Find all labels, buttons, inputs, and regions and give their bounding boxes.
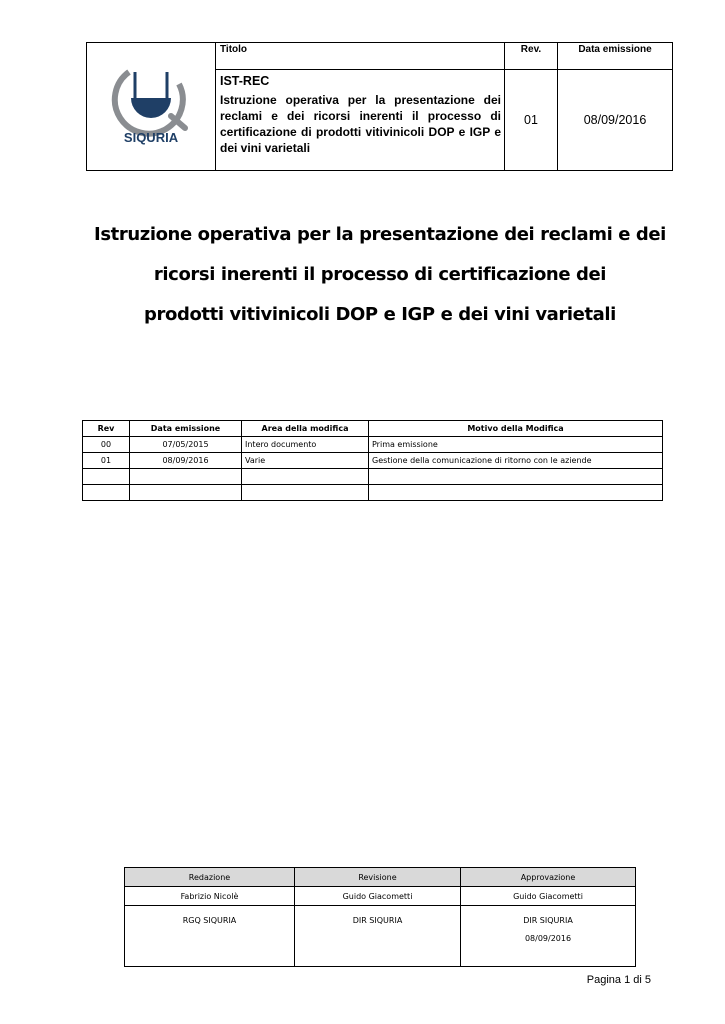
- table-cell: [83, 485, 130, 501]
- signer-name: Guido Giacometti: [295, 887, 461, 906]
- column-header: Redazione: [125, 868, 295, 887]
- table-row: [83, 437, 663, 453]
- column-date-label: Data emissione: [558, 43, 673, 70]
- signatures-names-row: [125, 887, 636, 906]
- table-cell: [242, 469, 369, 485]
- siquria-logo: [101, 54, 201, 154]
- table-cell: 00: [83, 437, 130, 453]
- signer-name: Guido Giacometti: [461, 887, 636, 906]
- document-header-table: [86, 42, 673, 171]
- column-title-label: Titolo: [216, 43, 505, 70]
- column-rev-label: Rev.: [505, 43, 558, 70]
- title-line: Istruzione operativa per la presentazione dei reclami e dei: [94, 224, 666, 245]
- table-cell: [130, 469, 242, 485]
- table-cell: Gestione della comunicazione di ritorno con le aziende: [369, 453, 663, 469]
- approval-date: 08/09/2016: [524, 934, 572, 943]
- table-cell: Varie: [242, 453, 369, 469]
- column-header: Approvazione: [461, 868, 636, 887]
- document-code: IST-REC: [220, 74, 270, 88]
- logo-wordmark: SIQURIA: [123, 130, 179, 145]
- table-row: [83, 453, 663, 469]
- table-row: [83, 469, 663, 485]
- table-row: [83, 485, 663, 501]
- revision-history-table: [82, 420, 663, 501]
- signatures-header-row: [125, 868, 636, 887]
- approval-signatures-table: [124, 867, 636, 967]
- signer-name: Fabrizio Nicolè: [125, 887, 295, 906]
- column-header: Data emissione: [130, 421, 242, 437]
- signer-role: DIR SIQURIA: [523, 916, 573, 925]
- column-header: Area della modifica: [242, 421, 369, 437]
- table-cell: Intero documento: [242, 437, 369, 453]
- table-cell: [369, 469, 663, 485]
- column-header: Motivo della Modifica: [369, 421, 663, 437]
- table-cell: 08/09/2016: [130, 453, 242, 469]
- title-line: prodotti vitivinicoli DOP e IGP e dei vini varietali: [144, 304, 616, 325]
- table-cell: 01: [83, 453, 130, 469]
- signer-role: RGQ SIQURIA: [125, 906, 295, 967]
- issue-date: 08/09/2016: [558, 70, 673, 171]
- document-title-cell: [216, 70, 505, 171]
- page-title: [90, 215, 670, 335]
- table-cell: [83, 469, 130, 485]
- logo-cell: [87, 43, 216, 171]
- title-line: ricorsi inerenti il processo di certificazione dei: [153, 264, 607, 285]
- column-header: Revisione: [295, 868, 461, 887]
- table-cell: [242, 485, 369, 501]
- table-cell: [130, 485, 242, 501]
- table-cell: [369, 485, 663, 501]
- column-header: Rev: [83, 421, 130, 437]
- signatures-roles-row: [125, 906, 636, 967]
- table-header-row: [83, 421, 663, 437]
- table-cell: 07/05/2015: [130, 437, 242, 453]
- document-description: Istruzione operativa per la presentazione dei reclami e dei ricorsi inerenti il processo di certificazione di prodotti vitivinicoli DOP e IGP e dei vini varietali: [220, 93, 501, 155]
- approval-cell: [461, 906, 636, 967]
- revision-number: 01: [505, 70, 558, 171]
- table-cell: Prima emissione: [369, 437, 663, 453]
- page-number: Pagina 1 di 5: [586, 974, 651, 986]
- signer-role: DIR SIQURIA: [295, 906, 461, 967]
